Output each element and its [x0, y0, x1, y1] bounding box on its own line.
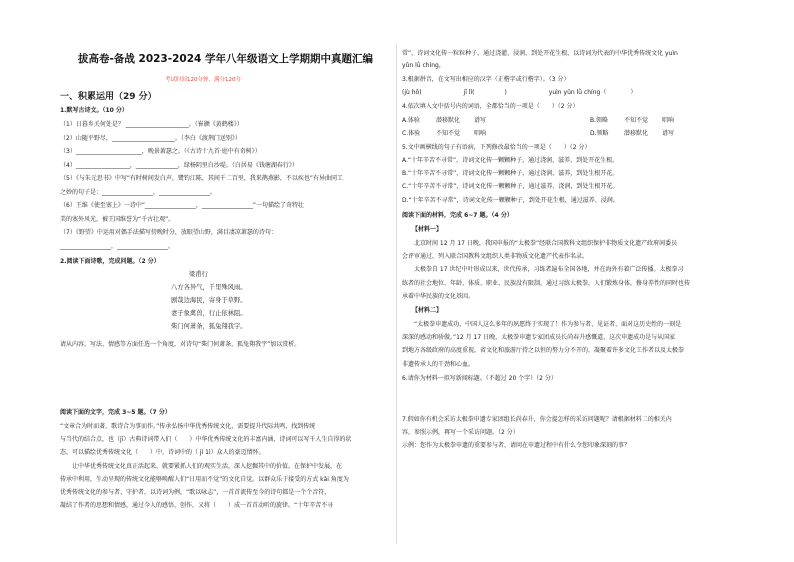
material-1-label: 【材料一】 — [412, 226, 443, 233]
reading-1-line: 优秀传统文化的参与者、守护者，以诗词为例，“歌以咏志”，一首首流传至今的诗句都是一个个音符， — [60, 489, 331, 496]
question-1-line: （2）山随平野尽，_____________________。（李白《渡荆门送别》） — [60, 134, 241, 142]
question-7-line: 7.假如你有机会采访太极拳申遗专家团组长尚春升，你会提怎样的采访问题呢？请根据材料二的相关内 — [402, 416, 672, 423]
exam-info: 考试时间120分钟，满分120分 — [165, 77, 241, 83]
reading-1-line: “文章合为时而著，歌诗合为事而作。”传承弘扬中华优秀传统文化，需要提升代际共鸣、找到传统 — [60, 423, 316, 430]
passage-line: yǔn lǜ chíng， — [402, 62, 445, 69]
option-item: C.体验 — [402, 130, 421, 137]
reading-1-line: 让中华优秀传统文化真正活起来，就要紧抓人们的观实生活，深入挖掘其中的价值。在保护中发展、在 — [60, 462, 343, 470]
option-item: B.领略 — [590, 117, 609, 124]
material-1-line: 练者的社会地位、年龄、体质、职业、民族没有限制。通过习练太极拳，人们锻炼身体，修身养性的同时也传 — [402, 279, 691, 287]
reading-1-line: 态，可以描绘优秀传统文化（ ）中，诗词中的（ jì 1ì）众人的豪迈情怀。 — [60, 449, 265, 457]
poem-line: 柴门何萧条，狐兔翔我宇。 — [171, 323, 247, 330]
option-line: B.“十年辛苦不寻常”，诗词文化传一颗颗种子，通过浇润、滋养，到处生根开花。 — [402, 170, 619, 178]
option-item: 谱写 — [662, 130, 675, 137]
question-6-title: 6.请你为材料一拟写新闻标题。（不超过 20 个字）（2 分） — [402, 375, 557, 382]
question-7-line: 容，参照示例，再写一个采访问题。（2 分） — [402, 429, 519, 437]
question-7-line: 示例：您作为太极拳申遗的重要参与者，请问在申遗过程中有什么令您印象深刻的事？ — [402, 442, 631, 450]
question-2-title: 2.阅读下面诗歌，完成问题。（2 分） — [60, 258, 160, 265]
material-1-line: 会评审通过，列入联合国教科文组织人类非物质文化遗产代表作名录。 — [402, 253, 589, 261]
material-2-line: 到地方各级政府的高度重视，省文化和旅游厅持之以恒的努力分不开的，凝聚着许多文化工作者以及太极拳 — [402, 347, 685, 355]
option-item: 唱响 — [474, 130, 487, 137]
reading-1-line: 与当代的结合点，也（jī）古典诗词带入们（ ）中华优秀传统文化的丰富内涵，诗词可以写千人生自得的状 — [60, 436, 352, 444]
section-heading: 一、积累运用（29 分） — [60, 92, 157, 102]
question-4-title: 4.依次填入文中括号内的词语，全都恰当的一项是（ ）（2 分） — [402, 103, 579, 110]
question-1-title: 1.默写古诗文。（10 分） — [60, 107, 128, 114]
material-2-line: “太极拳申遗成功，中国人这么多年的夙愿终于实现了！作为参与者、见证者，面对这历史性的一刻是 — [402, 321, 682, 328]
option-item: 潜移默化 — [436, 117, 461, 124]
question-5-title: 5.文中画横线的句子有语病，下列修改最恰当的一项是（ ）（2 分） — [402, 144, 591, 151]
option-item: 潜移默化 — [624, 130, 649, 137]
material-2-line: 非遗传承人的干劲和心血。 — [402, 360, 475, 368]
question-1-line: （1）日暮乡关何处是？ _____________________。（崔颢《黄鹤楼》） — [60, 121, 243, 128]
option-item: A.体验 — [402, 117, 420, 124]
page-title: 拔高卷-备战 2023-2024 学年八年级语文上学期期中真题汇编 — [78, 53, 373, 65]
question-2-task: 请从内容、写法、情感等方面任选一个角度，对诗句“柴门何萧条，狐兔翔我宇”加以赏析。 — [60, 341, 301, 348]
material-2-label: 【材料二】 — [412, 307, 443, 314]
material-1-line: 承着中华民族的文化基因。 — [402, 292, 475, 300]
question-1-line: 美的塞外风光，被王国维誉为“千古壮观”。 — [60, 215, 175, 223]
option-item: 不知不觉 — [436, 130, 461, 137]
reading-1-line: 传承中利用，生动呈现的传统文化能够唤醒人们“日用而不觉”的文化自觉。以群众乐于接受的方式 kǎi 角度为 — [60, 475, 349, 483]
poem-line: 剧哉边海民，寄身于草野。 — [171, 297, 247, 304]
passage-line: 常”，诗词文化传一粒粒种子，通过浇灌、浸润，到处开花生根，以诗词为代表的中华优秀传统文化 yuìn — [402, 50, 678, 57]
poem-line: 妻子象禽兽，行止依林阻。 — [171, 310, 247, 317]
question-1-line: （5）《与朱元思书》中写“有时树间发白声，鹭钓江陈，其间千二百里，我来鹊燕影，不以疾也”有异曲同工 — [60, 175, 344, 182]
question-1-line: （4）__________________，______________，绿杨阴里白沙堤。（白居易《钱塘湖春行》） — [60, 161, 298, 169]
question-1-line: （7）《野望》中运用对偶手法描写傍晚时分，放眼望山野，满目凄凉萧瑟的诗句： — [60, 229, 277, 236]
question-3-title: 3.根据拼音，在文写出相应的汉字（正楷字或行楷字）。（3 分） — [402, 76, 570, 83]
column-divider — [396, 44, 397, 544]
question-3-pinyin: (jù hǒ) jī lǐ( ) yuìn yǔn lǜ chíng（ ） — [402, 89, 637, 96]
question-1-line: 之妙的句子是：_________________，_________________。 — [60, 188, 217, 196]
option-item: 谱写 — [474, 117, 487, 124]
poem-line: 八方各异气，千里殊风雨。 — [171, 284, 247, 291]
option-line: A.“十年辛苦不寻常”，诗词文化传一颗颗种子，通过浇润、滋养，到处开花生根。 — [402, 157, 619, 164]
reading-1-heading: 阅读下面的文字，完成 3~5 题。（7 分） — [60, 409, 171, 416]
option-item: D.领略 — [590, 130, 609, 137]
option-line: D.“十年辛苦不寻常”，诗词文化传一颗颗种子，到处开花生根，通过滋养、浸润。 — [402, 196, 619, 204]
material-1-line: 北京时间 12 月 17 日晚，我国申报的“太极拳”经联合国教科文组织保护非物质文化遗产政府间委员 — [402, 240, 678, 247]
question-1-line: _________________，_________________。 — [60, 242, 175, 250]
reading-2-heading: 阅读下面的材料，完成 6~7 题。（4 分） — [402, 212, 513, 219]
material-1-line: 太极拳自 17 世纪中叶形成以来，世代传承，习练者遍布全国各地，并在海外有着广泛传播。太极拳习 — [402, 266, 684, 274]
question-1-line: （6）王维《使至塞上》一诗中“_________________，_________________”一句描绘了奇特壮 — [60, 202, 305, 209]
poem-title: 梁甫行 — [189, 271, 208, 278]
option-item: 唱响 — [662, 117, 675, 124]
option-item: 不知不觉 — [624, 117, 649, 124]
option-line: C.“十年辛苦不寻常”，诗词文化传一颗颗种子，通过滋养、浇润，到处生根开花。 — [402, 183, 619, 191]
material-2-line: 深深的感动和骄傲。”12 月 17 日晚，太极拳申遗专家团成员长尚春升感慨道，这次申遗成功是与从国家 — [402, 334, 676, 342]
reading-1-line: 凝结了作者的思想和情感，通过今人的感悟、创作，又将（ ）成一首首动听的旋律。“十年辛苦不寻 — [60, 502, 334, 510]
question-1-line: （3）______________________，晚景萧瑟之。（《古诗十九首·庭中有奇树》） — [60, 148, 261, 155]
